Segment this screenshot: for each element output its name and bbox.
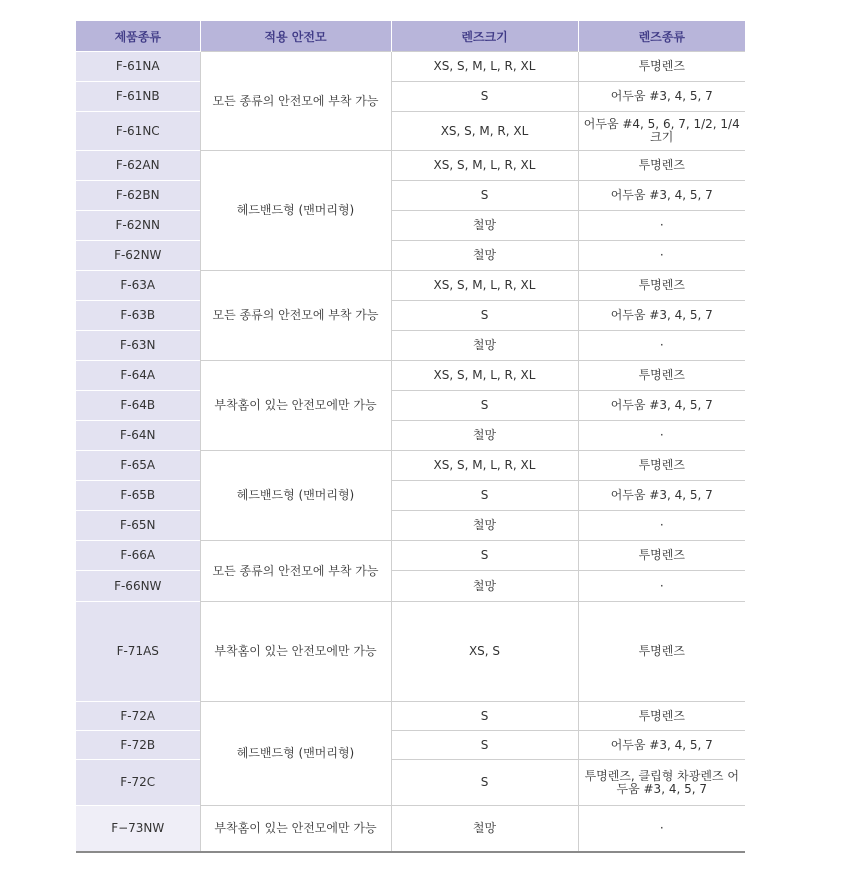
table-row	[76, 481, 745, 511]
lens-size: S	[391, 760, 578, 806]
lens-type: 어두움 #3, 4, 5, 7	[578, 181, 745, 211]
header-product-type: 제품종류	[76, 21, 200, 52]
table-row	[76, 421, 745, 451]
product-code: F-71AS	[76, 602, 200, 702]
table-row	[76, 82, 745, 112]
lens-type: 어두움 #3, 4, 5, 7	[578, 301, 745, 331]
table-row	[76, 541, 745, 571]
header-applicable-helmet: 적용 안전모	[200, 21, 391, 52]
product-code: F-66NW	[76, 571, 200, 602]
lens-size: XS, S, M, L, R, XL	[391, 271, 578, 301]
helmet-type: 헤드밴드형 (맨머리형)	[200, 451, 391, 541]
lens-type: ·	[578, 331, 745, 361]
helmet-type: 부착홈이 있는 안전모에만 가능	[200, 602, 391, 702]
helmet-type: 모든 종류의 안전모에 부착 가능	[200, 52, 391, 151]
product-code: F-64N	[76, 421, 200, 451]
helmet-type: 모든 종류의 안전모에 부착 가능	[200, 541, 391, 602]
lens-size: 철망	[391, 211, 578, 241]
lens-size: XS, S, M, R, XL	[391, 112, 578, 151]
lens-size: S	[391, 181, 578, 211]
product-code: F-62NW	[76, 241, 200, 271]
lens-size: XS, S, M, L, R, XL	[391, 451, 578, 481]
table-row	[76, 391, 745, 421]
table-row	[76, 181, 745, 211]
product-code: F-61NB	[76, 82, 200, 112]
lens-type: 투명렌즈, 클립형 차광렌즈 어두움 #3, 4, 5, 7	[578, 760, 745, 806]
lens-size: XS, S, M, L, R, XL	[391, 151, 578, 181]
lens-size: S	[391, 301, 578, 331]
lens-type: ·	[578, 571, 745, 602]
header-row	[76, 21, 745, 52]
product-code: F-61NC	[76, 112, 200, 151]
helmet-type: 부착홈이 있는 안전모에만 가능	[200, 361, 391, 451]
table-row	[76, 211, 745, 241]
lens-size: 철망	[391, 421, 578, 451]
table-row	[76, 271, 745, 301]
product-code: F-61NA	[76, 52, 200, 82]
lens-size: XS, S, M, L, R, XL	[391, 52, 578, 82]
lens-size: S	[391, 82, 578, 112]
lens-type: 어두움 #3, 4, 5, 7	[578, 82, 745, 112]
lens-type: 투명렌즈	[578, 52, 745, 82]
table-row	[76, 241, 745, 271]
product-code: F-64A	[76, 361, 200, 391]
lens-type: 투명렌즈	[578, 451, 745, 481]
lens-size: 철망	[391, 806, 578, 853]
product-code: F-63N	[76, 331, 200, 361]
product-code: F-72B	[76, 731, 200, 760]
lens-size: 철망	[391, 331, 578, 361]
table-row	[76, 731, 745, 760]
lens-type: 투명렌즈	[578, 602, 745, 702]
lens-type: 투명렌즈	[578, 541, 745, 571]
table-row	[76, 151, 745, 181]
product-code: F-65N	[76, 511, 200, 541]
lens-type: ·	[578, 211, 745, 241]
product-code: F-66A	[76, 541, 200, 571]
table-row	[76, 806, 745, 853]
table-row	[76, 511, 745, 541]
table-row	[76, 602, 745, 702]
header-lens-size: 렌즈크기	[391, 21, 578, 52]
table-row	[76, 702, 745, 731]
product-code: F-65A	[76, 451, 200, 481]
table-row	[76, 760, 745, 806]
lens-type: 투명렌즈	[578, 271, 745, 301]
lens-size: 철망	[391, 241, 578, 271]
product-code: F-62AN	[76, 151, 200, 181]
lens-size: 철망	[391, 571, 578, 602]
product-code: F-72C	[76, 760, 200, 806]
lens-size: 철망	[391, 511, 578, 541]
helmet-type: 부착홈이 있는 안전모에만 가능	[200, 806, 391, 853]
lens-type: ·	[578, 421, 745, 451]
product-code: F-64B	[76, 391, 200, 421]
table-row	[76, 571, 745, 602]
lens-size: XS, S	[391, 602, 578, 702]
header-lens-type: 렌즈종류	[578, 21, 745, 52]
lens-type: 어두움 #3, 4, 5, 7	[578, 731, 745, 760]
table-row	[76, 52, 745, 82]
helmet-type: 헤드밴드형 (맨머리형)	[200, 151, 391, 271]
product-code: F−73NW	[76, 806, 200, 853]
product-code: F-62NN	[76, 211, 200, 241]
lens-size: S	[391, 702, 578, 731]
helmet-type: 모든 종류의 안전모에 부착 가능	[200, 271, 391, 361]
product-code: F-63A	[76, 271, 200, 301]
lens-type: 어두움 #4, 5, 6, 7, 1/2, 1/4크기	[578, 112, 745, 151]
lens-type: ·	[578, 806, 745, 853]
lens-type: 투명렌즈	[578, 361, 745, 391]
product-code: F-63B	[76, 301, 200, 331]
product-code: F-62BN	[76, 181, 200, 211]
table-row	[76, 361, 745, 391]
lens-type: ·	[578, 511, 745, 541]
lens-size: S	[391, 481, 578, 511]
lens-type: ·	[578, 241, 745, 271]
lens-size: S	[391, 731, 578, 760]
lens-size: XS, S, M, L, R, XL	[391, 361, 578, 391]
product-code: F-72A	[76, 702, 200, 731]
table-row	[76, 112, 745, 151]
helmet-type: 헤드밴드형 (맨머리형)	[200, 702, 391, 806]
lens-type: 어두움 #3, 4, 5, 7	[578, 391, 745, 421]
table-row	[76, 451, 745, 481]
lens-type: 투명렌즈	[578, 151, 745, 181]
product-spec-table	[76, 21, 745, 853]
lens-type: 어두움 #3, 4, 5, 7	[578, 481, 745, 511]
lens-size: S	[391, 391, 578, 421]
lens-size: S	[391, 541, 578, 571]
table-row	[76, 331, 745, 361]
lens-type: 투명렌즈	[578, 702, 745, 731]
product-code: F-65B	[76, 481, 200, 511]
table-row	[76, 301, 745, 331]
